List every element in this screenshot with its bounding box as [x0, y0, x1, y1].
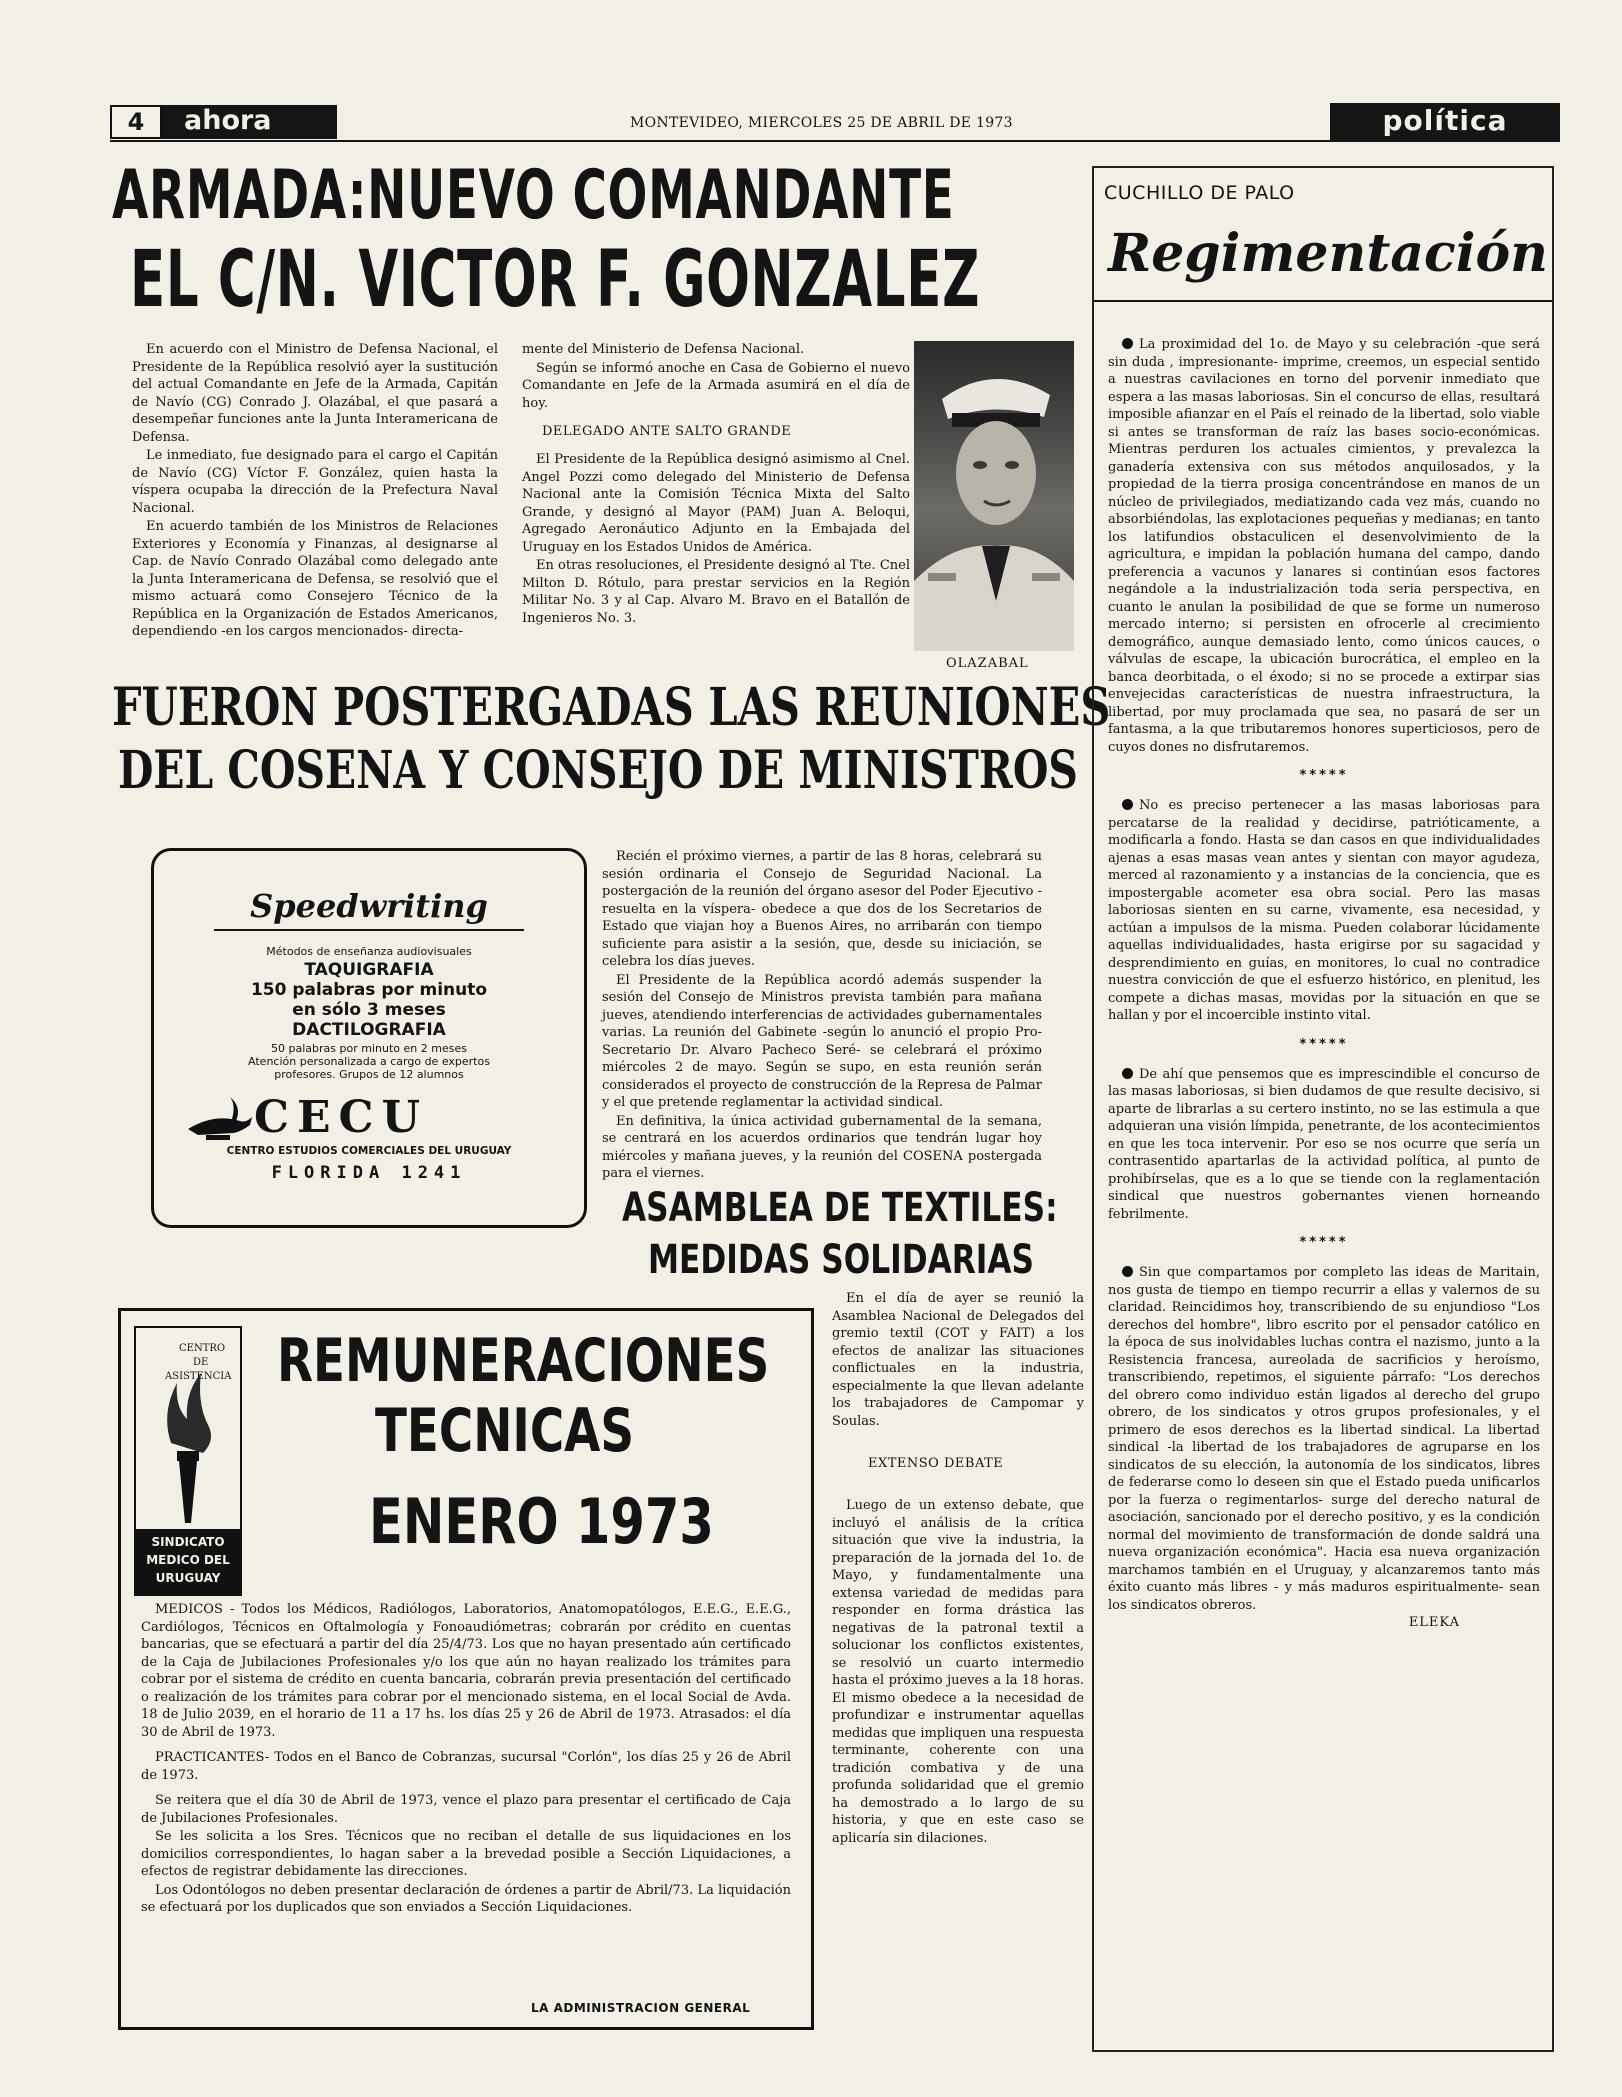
column-para-2: No es preciso pertenecer a las masas laboriosas para percatarse de la realidad y decidirse, patrióticamente, a modificarla a fondo. Hasta se dan casos en que individualidades ajenas a esas masas vean antes y sientan con mayor agudeza, merced al razonamiento y a instancias de la conciencia, que es impostergable acometer esa obra social. Pero las masas laboriosas sienten en su carne, vivamente, esa necesidad, y actúan a impulsos de la misma. Pueden colaborar lúcidamente aquellas individualidades, hasta erigirse por su sagacidad y desprendimiento en guías, en monitores, lo cual no contradice nuestra convicción de que el esfuerzo histórico, en plenitud, les compete a dichas masas, movidas por la situación en que se hallan y por el incoercible instinto vital. [1108, 798, 1540, 1023]
armada-para-2: Le inmediato, fue designado para el cargo el Capitán de Navío (CG) Víctor F. González, quien hasta la víspera ocupaba la dirección de la Prefectura Naval Nacional. [132, 448, 498, 516]
logo-bottom-1: SINDICATO [151, 1535, 225, 1549]
portrait-photo [914, 341, 1074, 651]
separator-stars-3: ***** [1299, 1235, 1349, 1250]
column-title-rule [1094, 300, 1552, 302]
ad-line-4: en sólo 3 meses [292, 1000, 446, 1020]
section-label-left: ahora [162, 105, 337, 139]
logo-bottom-2: MEDICO DEL [146, 1553, 230, 1567]
textiles-para-1: En el día de ayer se reunió la Asamblea Nacional de Delegados del gremio textil (COT y FAIT) a los efectos de analizar las situaciones conflictuales en la industria, especialmente la que llevan adelante los trabajadores de Campomar y Soulas. [832, 1291, 1084, 1429]
oil-lamp-icon [184, 1095, 254, 1141]
cosena-headline-2: DEL COSENA Y CONSEJO DE MINISTROS [118, 740, 1078, 801]
armada-col-1 [132, 341, 498, 711]
textiles-para-2: Luego de un extenso debate, que incluyó el análisis de la crítica situación que vive la industria, la preparación de la jornada del 1o. de Mayo, y fundamentalmente una extensa variedad de medidas para responder en forma drástica las negativas de la patronal textil a solucionar los conflictos existentes, se resolvió un cuarto intermedio hasta el próximo jueves a la 18 horas. El mismo obedece a la necesidad de profundizar e instrumentar aquellas medidas que impliquen una respuesta terminante, coherente con una tradición combativa y de una profunda solidaridad que el gremio ha demostrado a lo largo de su historia, y que en este caso se aplicaría sin dilaciones. [832, 1498, 1084, 1846]
column-para-3: De ahí que pensemos que es imprescindible el concurso de las masas laboriosas, si bien dudamos de que resulte decisivo, si aparte de librarlas a su certero instinto, no se las estimula a que adquieran una visión límpida, penetrante, de los acontecimientos en que les toca intervenir. Por eso se nos ocurre que sería un contrasentido apartarlas de la actividad política, al punto de prohibírselas, que es a lo que se tiende con la reglamentación sindical que nuestros gobernantes vienen horneando febrilmente. [1108, 1066, 1540, 1222]
ad-line-5: DACTILOGRAFIA [292, 1020, 446, 1040]
separator-stars-2: ***** [1299, 1036, 1349, 1052]
column-para-1: La proximidad del 1o. de Mayo y su celebración -que será sin duda , impresionante- imprime, creemos, un especial sentido a nuestras cavilaciones en torno del porvenir inmediato que espera a las masas laboriosas. Sin el concurso de ellas, resultará imposible afianzar en el País el reinado de la libertad, solo viable si antes se transforman de raíz las bases socio-económicas. Mientras perduren los actuales cimientos, y prevalezca la ganadería extensiva con sus métodos anquilosados, y la propiedad de la tierra prosiga concentrándose en manos de un núcleo de privilegiados, mediatizando cada vez más, cuando no absorbiéndolas, las explotaciones pequeñas y medianas; en tanto los latifundios obstaculicen el desenvolvimiento de la agricultura, e impidan la población humana del campo, dando preferencia a vacunos y lanares si continúan esos factores negándole a la industrialización toda seria perspectiva, en cuanto le anulan la posibilidad de que se forme un numeroso mercado interno; si persisten en ofrocerle al crecimiento demográfico, aunque demasiado lento, como únicos cauces, o válvulas de escape, la ubicación burocrática, el empleo en la banca deorbitada, o el éxodo; si no se procede a extirpar sias envejecidas características de nuestra infraestructura, la libertad, por muy proclamada que sea, no pasará de ser un fantasma, a la que tributaremos honores superticiosos, pero de cuyos dones no disfrutaremos. [1108, 337, 1540, 755]
textiles-headline-1: ASAMBLEA DE TEXTILES: [622, 1185, 1058, 1231]
rem-para-4: Se les solicita a los Sres. Técnicos que no reciban el detalle de sus liquidaciones en los domicilios correspondientes, lo hagan saber a la brevedad posible a Sección Liquidaciones, a efectos de registrar debidamente las direcciones. [141, 1829, 791, 1879]
cecu-brand: CECU [254, 1092, 428, 1143]
textiles-headline-2: MEDIDAS SOLIDARIAS [648, 1237, 1035, 1283]
ad-title-rule [214, 929, 524, 931]
ad-line-7: Atención personalizada a cargo de expertos [248, 1055, 490, 1068]
rem-para-1: MEDICOS - Todos los Médicos, Radiólogos, Laboratorios, Anatomopatólogos, E.E.G., E.E.G., Cardiólogos, Técnicos en Oftalmología y Fonoaudiómetras; cobrarán por crédito en cuentas bancarias, que se efectuará a partir del día 25/4/73. Los que no hayan presentado aún certificado de la Caja de Jubilaciones Profesionales y/o los que aún no hayan realizado los trámites para cobrar por el sistema de crédito en cuenta bancaria, cobrarán previa presentación del certificado o realización de los trámites para cobrar por el mencionado sistema, en el local Social de Avda. 18 de Julio 2039, en el horario de 11 a 17 hs. los días 25 y 26 de Abril de 1973. Atrasados: el día 30 de Abril de 1973. [141, 1602, 791, 1740]
cosena-body [602, 848, 1042, 1181]
remuneraciones-headline-1: REMUNERACIONES [277, 1326, 770, 1396]
armada-subhead: DELEGADO ANTE SALTO GRANDE [542, 424, 792, 439]
armada-col-2 [522, 341, 910, 711]
armada-para-7: En otras resoluciones, el Presidente designó al Tte. Cnel Milton D. Rótulo, para prestar servicios en la Región Militar No. 3 y al Cap. Alvaro M. Bravo en el Batallón de Ingenieros No. 3. [522, 558, 910, 626]
armada-para-5: Según se informó anoche en Casa de Gobierno el nuevo Comandante en Jefe de la Armada asumirá en el día de hoy. [522, 360, 910, 411]
logo-bottom-3: URUGUAY [155, 1571, 221, 1585]
logo-text-3: ASISTENCIA [165, 1371, 232, 1382]
ad-line-2: TAQUIGRAFIA [304, 960, 434, 980]
cosena-para-1: Recién el próximo viernes, a partir de las 8 horas, celebrará su sesión ordinaria el Consejo de Seguridad Nacional. La postergación de la reunión del órgano asesor del Poder Ejecutivo -resuelta en la víspera- obedece a que dos de los Secretarios de Estado que viajan hoy a Buenos Aires, no arribarán con tiempo suficiente para asistir a la sesión, que, desde su iniciación, se celebra los días jueves. [602, 849, 1042, 969]
photo-caption: OLAZABAL [946, 656, 1029, 671]
ad-title: Speedwriting [250, 887, 488, 925]
bullet-icon [1122, 338, 1133, 349]
rem-para-2: PRACTICANTES- Todos en el Banco de Cobranzas, sucursal "Corlón", los días 25 y 26 de Abril de 1973. [141, 1750, 791, 1783]
section-label-right: política [1330, 103, 1560, 141]
column-signature: ELEKA [1408, 1615, 1460, 1630]
ad-line-1: Métodos de enseñanza audiovisuales [266, 945, 472, 958]
armada-para-3: En acuerdo también de los Ministros de Relaciones Exteriores y Economía y Finanzas, al designarse al Cap. de Navío Conrado Olazábal como delegado ante la Junta Interamericana de Defensa, se resolvió que el mismo actuará como Consejero Técnico de la República en la Organización de Estados Americanos, dependiendo -en los cargos mencionados- directa- [132, 519, 498, 639]
masthead [110, 103, 1560, 143]
logo-text-1: CENTRO [179, 1343, 226, 1354]
armada-headline-1: ARMADA:NUEVO COMANDANTE [112, 156, 955, 235]
opinion-column-box [1092, 166, 1554, 2052]
rem-para-3: Se reitera que el día 30 de Abril de 1973, vence el plazo para presentar el certificado de Caja de Jubilaciones Profesionales. [141, 1793, 791, 1826]
header-rule [110, 140, 1560, 142]
ad-line-8: profesores. Grupos de 12 alumnos [274, 1068, 464, 1081]
textiles-body [832, 1290, 1084, 2040]
armada-headline-2: EL C/N. VICTOR F. GONZALEZ [130, 235, 981, 325]
medical-logo [131, 1323, 245, 1599]
column-para-4: Sin que compartamos por completo las ideas de Maritain, nos gusta de tiempo en tiempo recurrir a ellas y valernos de su claridad. Reincidimos hoy, transcribiendo de su enjundioso "Los derechos del hombre", libro escrito por el pensador católico en la época de sus inolvidables luchas contra el nazismo, junto a la Resistencia francesa, aureolada de sacrificios y heroísmo, transcribiendo, repetimos, el siguiente párrafo: "Los derechos del obrero como individuo están ligados al derecho del grupo obrero, de los sindicatos y otros grupos profesionales, y el primero de esos derechos es la libertad sindical. La libertad sindical -la libertad de los trabajadores de agruparse en los sindicatos de su elección, la autonomía de los sindicatos, libres de federarse como lo deseen sin que el Estado pueda unificarlos por la fuerza o regimentarlos- surge del derecho natural de asociación, sancionado por el derecho positivo, y es la condición normal del movimiento de transformación de donde saldrá una nueva organización económica". Hacia esa nueva organización marchamos también en el Uruguay, y alcanzaremos tanto más éxito cuanto más libres - y más maduros espiritualmente- sean los sindicatos obreros. [1108, 1265, 1540, 1613]
textiles-subhead: EXTENSO DEBATE [868, 1456, 1004, 1471]
logo-text-2: DE [193, 1357, 209, 1368]
cosena-para-2: El Presidente de la República acordó además suspender la sesión del Consejo de Ministros prevista también para mañana jueves, atendiendo interferencias de actividades gubernamentales varias. La reunión del Gabinete -según lo anunció el propio Pro-Secretario Dr. Alvaro Pacheco Seré- se celebrará el próximo miércoles 2 de mayo. Según se supo, en esta reunión serán considerados el proyecto de construcción de la Represa de Palmar y el que pretende reglamentar la actividad sindical. [602, 972, 1042, 1110]
remuneraciones-body [141, 1601, 791, 2001]
cosena-para-3: En definitiva, la única actividad gubernamental de la semana, se centrará en los acuerdos ordinarios que tendrán lugar hoy miércoles y mañana jueves, y la reunión del COSENA postergada para el viernes. [602, 1113, 1042, 1181]
separator-stars-1: ***** [1299, 768, 1349, 783]
dateline: MONTEVIDEO, MIERCOLES 25 DE ABRIL DE 1973 [630, 115, 1013, 131]
officer-portrait-icon [914, 341, 1074, 651]
armada-para-4: mente del Ministerio de Defensa Nacional. [522, 342, 805, 357]
armada-para-6: El Presidente de la República designó asimismo al Cnel. Angel Pozzi como delegado del Ministerio de Defensa Nacional ante la Comisión Técnica Mixta del Salto Grande, y designó al Mayor (PAM) Juan A. Beloqui, Agregado Aeronáutico Adjunto en la Embajada del Uruguay en los Estados Unidos de América. [522, 452, 910, 555]
ad-line-6: 50 palabras por minuto en 2 meses [271, 1042, 467, 1055]
remuneraciones-headline-3: ENERO 1973 [369, 1485, 714, 1558]
remuneraciones-box [118, 1308, 814, 2030]
cecu-address: FLORIDA 1241 [271, 1163, 467, 1183]
armada-para-1: En acuerdo con el Ministro de Defensa Nacional, el Presidente de la República resolvió ayer la sustitución del actual Comandante en Jefe de la Armada, Capitán de Navío (CG) Conrado J. Olazábal, el que pasará a desempeñar funciones ante la Junta Interamericana de Defensa. [132, 342, 498, 445]
cecu-logo [154, 1092, 584, 1145]
column-kicker: CUCHILLO DE PALO [1104, 182, 1295, 204]
cosena-headline-1: FUERON POSTERGADAS LAS REUNIONES [112, 677, 1111, 738]
bullet-icon [1122, 799, 1133, 810]
cecu-full-name: CENTRO ESTUDIOS COMERCIALES DEL URUGUAY [226, 1145, 512, 1157]
column-title: Regimentación [1108, 223, 1548, 284]
ad-line-3: 150 palabras por minuto [250, 980, 488, 1000]
rem-para-5: Los Odontólogos no deben presentar declaración de órdenes a partir de Abril/73. La liquidación se efectuará por los duplicados que son enviados a Sección Liquidaciones. [141, 1882, 791, 1915]
rem-signature: LA ADMINISTRACION GENERAL [531, 2001, 751, 2015]
bullet-icon [1122, 1266, 1133, 1277]
column-body [1108, 336, 1540, 2036]
remuneraciones-headline-2: TECNICAS [375, 1396, 635, 1466]
page-number: 4 [110, 105, 162, 139]
bullet-icon [1122, 1068, 1133, 1079]
speedwriting-ad [151, 848, 587, 1228]
